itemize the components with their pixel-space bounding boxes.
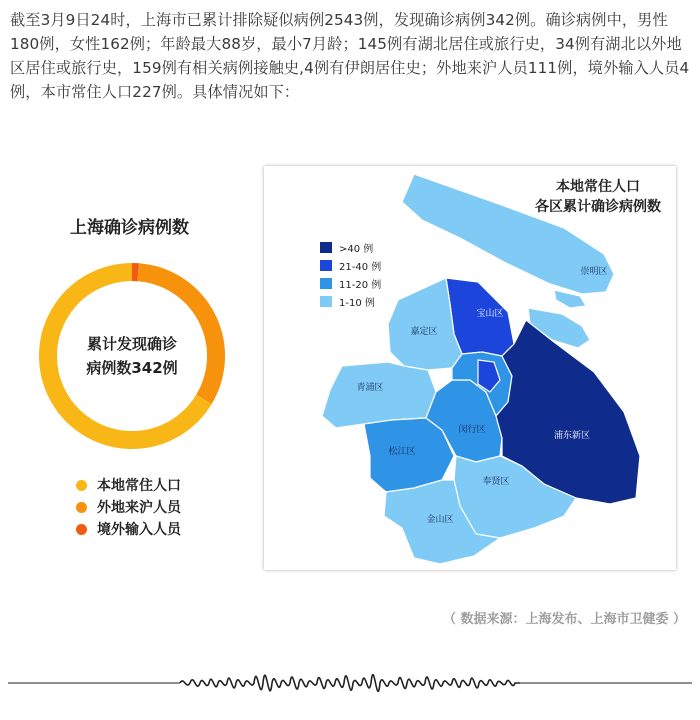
legend-label: 本地常住人口 xyxy=(97,478,181,494)
map-legend-label: 1-10 例 xyxy=(339,297,375,309)
map-legend-label: 21-40 例 xyxy=(339,261,382,273)
district-label: 青浦区 xyxy=(356,383,384,393)
map-legend-label: >40 例 xyxy=(339,243,374,255)
map-title xyxy=(518,177,678,217)
shanghai-district-map xyxy=(264,166,676,570)
legend-dot xyxy=(76,502,87,513)
district-label: 浦东新区 xyxy=(553,431,591,441)
map-title-line2: 各区累计确诊病例数 xyxy=(535,199,661,215)
donut-center-label xyxy=(38,262,226,450)
map-legend-row xyxy=(320,274,381,292)
waveform-divider xyxy=(0,648,700,718)
donut-center-line2: 病例数342例 xyxy=(86,359,178,377)
donut-legend xyxy=(76,474,181,540)
map-panel xyxy=(264,166,676,570)
map-legend-swatch xyxy=(320,242,332,253)
map-legend-row xyxy=(320,256,381,274)
legend-item-nonlocal xyxy=(76,496,181,518)
district-label: 宝山区 xyxy=(476,309,504,319)
map-title-line1: 本地常住人口 xyxy=(556,179,640,195)
district-label: 金山区 xyxy=(426,515,454,525)
donut-chart-title: 上海确诊病例数 xyxy=(70,218,189,238)
district-label: 奉贤区 xyxy=(482,477,510,487)
map-legend xyxy=(320,238,381,310)
legend-item-imported xyxy=(76,518,181,540)
legend-label: 境外输入人员 xyxy=(97,522,181,538)
district-label: 嘉定区 xyxy=(410,327,438,337)
map-legend-row xyxy=(320,292,381,310)
legend-item-local xyxy=(76,474,181,496)
map-legend-label: 11-20 例 xyxy=(339,279,382,291)
legend-dot xyxy=(76,480,87,491)
donut-center-line1: 累计发现确诊 xyxy=(86,335,177,353)
map-legend-swatch xyxy=(320,296,332,307)
district-label: 崇明区 xyxy=(580,267,608,277)
map-legend-swatch xyxy=(320,260,332,271)
district-label: 松江区 xyxy=(388,447,416,457)
district-label: 闵行区 xyxy=(458,425,486,435)
article-paragraph: 截至3月9日24时，上海市已累计排除疑似病例2543例，发现确诊病例342例。确诊病例中，男性180例，女性162例；年龄最大88岁，最小7月龄；145例有湖北居住或旅行史，34例有湖北以外地区居住或旅行史，159例有相关病例接触史,4例有伊朗居住史；外地来沪人员111例，境外输入人员4例，本市常住人口227例。具体情况如下： xyxy=(10,11,690,101)
map-legend-row xyxy=(320,238,381,256)
map-legend-swatch xyxy=(320,278,332,289)
legend-dot xyxy=(76,524,87,535)
legend-label: 外地来沪人员 xyxy=(97,500,181,516)
data-source-note: （ 数据来源：上海发布、上海市卫健委 ） xyxy=(442,612,686,627)
